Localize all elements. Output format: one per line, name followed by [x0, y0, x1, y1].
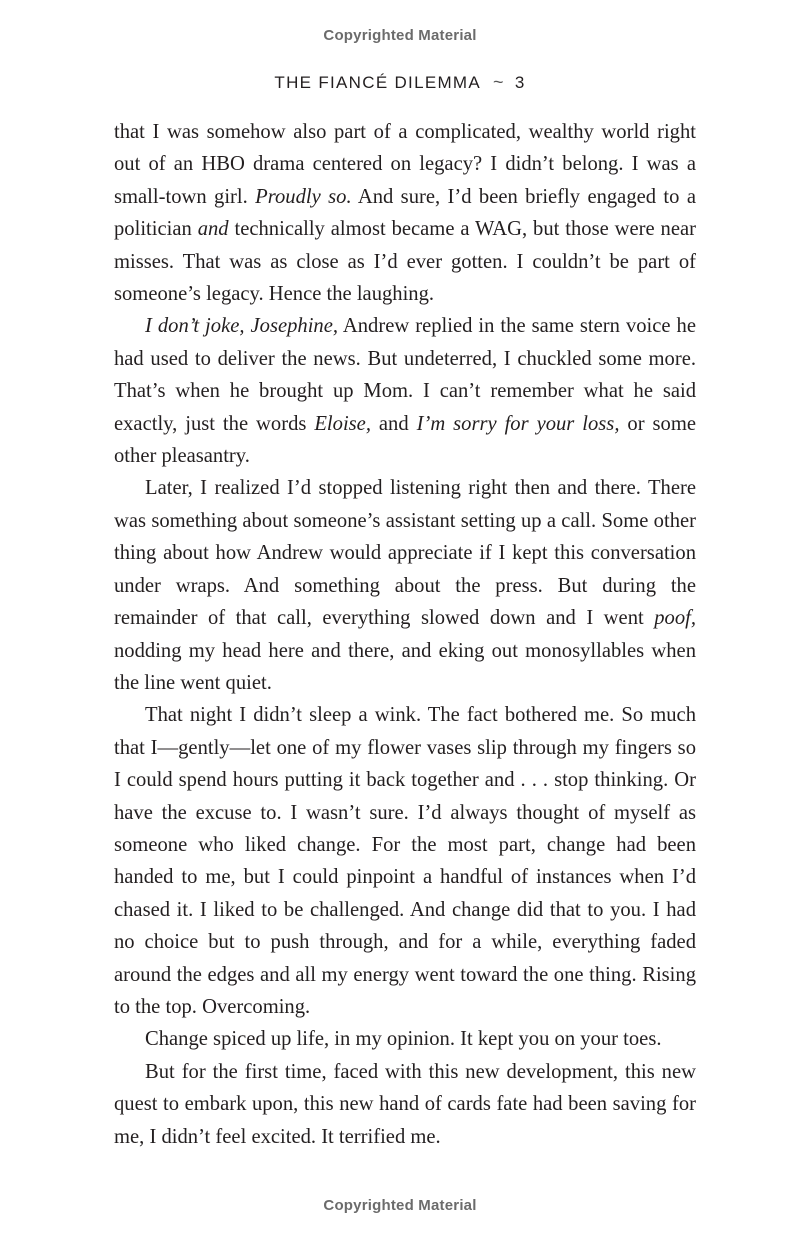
italic-text: Proudly so.	[255, 185, 352, 208]
running-head	[0, 72, 800, 93]
copyright-watermark-top: Copyrighted Material	[323, 27, 477, 44]
paragraph-text: nodding my head here and there, and eking out monosyllables when the line went quiet.	[114, 639, 696, 694]
paragraph-6: But for the first time, faced with this new development, this new quest to embark upon, this new hand of cards fate had been saving for me, I didn’t feel excited. It terrified me.	[114, 1060, 696, 1148]
italic-text: I’m sorry for your loss,	[416, 412, 620, 435]
paragraph-text: Later, I realized I’d stopped listening right then and there. There was something about someone’s assistant setting up a call. Some other thing about how Andrew would appreciate if I kept this conversation under wraps. And something about the press. But during the remainder of that call, everything slowed down and I went	[114, 477, 696, 630]
body-text	[114, 116, 696, 1153]
paragraph-text: technically almost became a WAG, but those were near misses. That was as close as I’d ever gotten. I couldn’t be part of someone’s legacy. Hence the laughing.	[114, 218, 696, 306]
italic-text: poof,	[654, 607, 696, 630]
page-number: 3	[514, 73, 526, 92]
paragraph-text: Andrew replied in the same stern voice he had used to deliver the news. But undeterred, I chuckled some more. That’s when he brought up Mom. I can’t remember what he said exactly, just the words	[114, 315, 696, 435]
book-title: THE FIANCÉ DILEMMA	[274, 73, 482, 92]
paragraph-text: And sure, I’d been briefly engaged to a politician	[114, 185, 696, 241]
paragraph-4: That night I didn’t sleep a wink. The fact bothered me. So much that I—gently—let one of my flower vases slip through my fingers so I could spend hours putting it back together and . . . stop thinking. Or have the excuse to. I wasn’t sure. I’d always thought of myself as someone who liked change. For the most part, change had been handed to me, but I could pinpoint a handful of instances when I’d chased it. I liked to be challenged. And change did that to you. I had no choice but to push through, and for a while, everything faded around the edges and all my energy went toward the one thing. Rising to the top. Overcoming.	[114, 704, 696, 1018]
paragraph-text: that I was somehow also part of a complicated, wealthy world right out of an HBO drama centered on legacy? I didn’t belong. I was a small-town girl.	[114, 121, 696, 208]
italic-text: and	[197, 218, 229, 241]
paragraph-text: and	[370, 412, 417, 435]
paragraph-1	[114, 116, 696, 310]
copyright-watermark-bottom: Copyrighted Material	[323, 1197, 477, 1214]
paragraph-text: or some other pleasantry.	[114, 412, 696, 468]
italic-text: I don’t joke, Josephine,	[145, 315, 339, 338]
paragraph-2	[114, 310, 696, 472]
separator-tilde: ~	[493, 72, 505, 92]
paragraph-5: Change spiced up life, in my opinion. It kept you on your toes.	[145, 1028, 662, 1051]
italic-text: Eloise,	[314, 412, 371, 435]
paragraph-3	[114, 472, 696, 699]
